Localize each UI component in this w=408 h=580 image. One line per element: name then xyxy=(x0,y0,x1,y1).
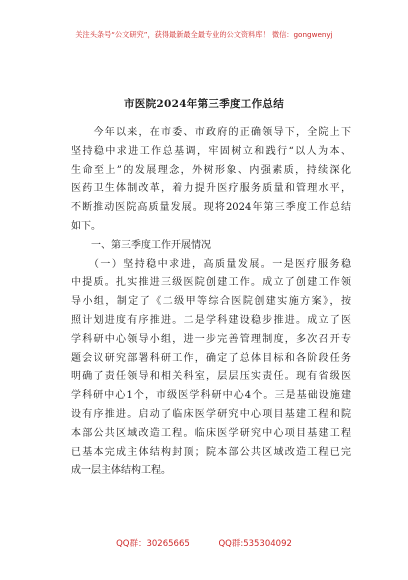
text-line: 如下。 xyxy=(71,220,101,232)
text-line: 生命至上”的发展理念，外树形象、内强素质，持续深化 xyxy=(71,164,351,176)
text-line: 医药卫生体制改革，着力提升医疗服务质量和管理水平， xyxy=(71,183,351,195)
text-line: 导小组，制定了《二级甲等综合医院创建实施方案》，按 xyxy=(71,296,351,308)
text-line: 不断推动医院高质量发展。现将2024年第三季度工作总结 xyxy=(71,202,351,214)
text-line: 今年以来，在市委、市政府的正确领导下，全院上下 xyxy=(71,127,351,138)
text-line: 学科研中心领导小组，进一步完善管理制度，多次召开专 xyxy=(71,333,351,345)
text-line: 本部公共区域改造工程。临床医学研究中心项目基建工程 xyxy=(71,427,351,439)
footer-contacts xyxy=(0,537,408,549)
header-promo-note: 关注头条号“公文研究”，获得最新最全最专业的公文资料库！ 微信：gongwenyj xyxy=(75,30,333,39)
section-heading xyxy=(71,237,351,256)
text-line: （一）坚持稳中求进，高质量发展。一是医疗服务稳 xyxy=(71,258,351,270)
text-line: 中提质。扎实推进三级医院创建工作。成立了创建工作领 xyxy=(71,277,351,289)
text-line: 题会议研究部署科研工作，确定了总体目标和各阶段任务 xyxy=(71,352,351,364)
text-line: 成一层主体结构工程。 xyxy=(71,465,171,477)
document-body xyxy=(71,124,351,481)
footer-qq-group-2: QQ群:535304092 xyxy=(218,539,292,549)
text-line: 学科研中心1个，市级医学科研中心4个。三是基础设施建 xyxy=(71,390,351,402)
text-line: 已基本完成主体结构封顶；院本部公共区域改造工程已完 xyxy=(71,446,351,458)
section-heading-text: 一、第三季度工作开展情况 xyxy=(71,239,211,251)
text-line: 坚持稳中求进工作总基调，牢固树立和践行“以人为本、 xyxy=(71,145,351,157)
paragraph-section-1 xyxy=(71,256,351,482)
text-line: 照计划进度有序推进。二是学科建设稳步推进。成立了医 xyxy=(71,314,351,326)
footer-qq-group-1: QQ群：30265665 xyxy=(116,539,190,549)
paragraph-intro xyxy=(71,124,351,237)
document-title: 市医院2024年第三季度工作总结 xyxy=(123,98,285,110)
text-line: 明确了责任领导和相关科室，层层压实责任。现有省级医 xyxy=(71,371,351,383)
text-line: 设有序推进。启动了临床医学研究中心项目基建工程和院 xyxy=(71,408,351,420)
